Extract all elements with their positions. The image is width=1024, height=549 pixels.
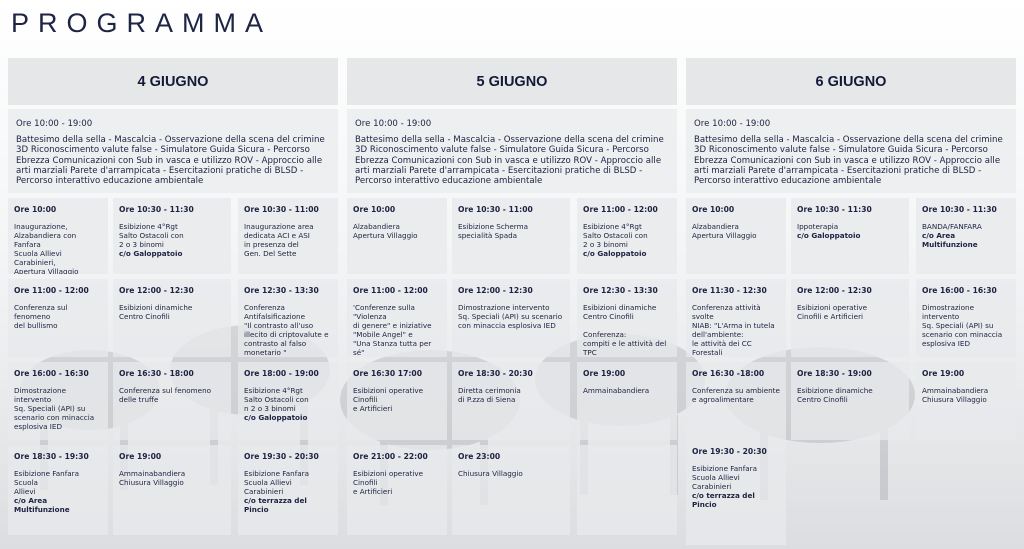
event-time: Ore 18:30 - 20:30	[458, 369, 533, 378]
event-cell	[686, 362, 786, 440]
day-header: 6 GIUGNO	[686, 58, 1016, 105]
all-day-block	[347, 109, 677, 193]
event-description: Esibizione Fanfara Scuola Allievi Carabinieri	[692, 464, 757, 491]
event-cell	[8, 445, 108, 535]
day-header: 4 GIUGNO	[8, 58, 338, 105]
event-description: Esibizioni operative Cinofili e Artificieri	[797, 303, 868, 321]
day-header: 5 GIUGNO	[347, 58, 677, 105]
all-day-activities: Battesimo della sella - Mascalcia - Osservazione della scena del crimine 3D Riconoscimento valute false - Simulatore Guida Sicura - Percorso Ebrezza Comunicazioni con Sub in vasca e utilizzo ROV - Approccio alle arti marziali Parete d'arrampicata - Esercitazioni pratiche di BLSD - Percorso interattivo educazione ambientale	[355, 135, 664, 187]
event-cell	[347, 445, 447, 535]
event-time: Ore 18:30 - 19:00	[797, 369, 872, 378]
event-time: Ore 12:00 - 12:30	[119, 286, 194, 295]
event-description: Ammainabandiera	[583, 386, 650, 395]
event-time: Ore 21:00 - 22:00	[353, 452, 428, 461]
event-description: Alzabandiera Apertura Villaggio	[353, 222, 418, 240]
event-cell	[686, 198, 786, 274]
event-cell	[113, 445, 231, 535]
event-description: Esibizione Fanfara Scuola Allievi Carabinieri	[244, 469, 309, 496]
event-time: Ore 10:30 - 11:30	[797, 205, 872, 214]
event-time: Ore 10:00	[353, 205, 396, 214]
event-cell	[347, 362, 447, 440]
event-cell	[916, 198, 1016, 274]
event-time: Ore 11:30 - 12:30	[692, 286, 767, 295]
event-time: Ore 16:00 - 16:30	[922, 286, 997, 295]
event-description: Esibizioni operative Cinofili e Artificieri	[353, 469, 424, 496]
event-location: c/o terrazza del Pincio	[244, 496, 307, 514]
event-time: Ore 11:00 - 12:00	[14, 286, 89, 295]
event-description: Inaugurazione, Alzabandiera con Fanfara Scuola Allievi Carabinieri, Apertura Villaggio	[14, 222, 79, 274]
event-description: Esibizioni dinamiche Centro Cinofili	[119, 303, 193, 321]
all-day-time: Ore 10:00 - 19:00	[694, 119, 771, 129]
event-description: Esibizione 4°Rgt Salto Ostacoli con 2 o 3 binomi	[119, 222, 184, 249]
event-cell	[577, 445, 677, 535]
event-description: Ippoterapia	[797, 222, 839, 231]
event-description: Esibizione 4°Rgt Salto Ostacoli con n 2 o 3 binomi	[244, 386, 309, 413]
event-location: c/o Area Multifunzione	[922, 231, 978, 249]
event-cell	[238, 445, 338, 535]
event-description: Esibizioni operative Cinofili e Artificieri	[353, 386, 424, 413]
event-time: Ore 11:00 - 12:00	[583, 205, 658, 214]
event-cell	[238, 362, 338, 440]
event-description: Dimostrazione intervento Sq. Speciali (API) su scenario con minaccia esplosiva IED	[14, 386, 95, 431]
event-time: Ore 16:30 -18:00	[692, 369, 765, 378]
event-time: Ore 10:30 - 11:00	[244, 205, 319, 214]
event-time: Ore 12:00 - 12:30	[797, 286, 872, 295]
event-time: Ore 10:30 - 11:30	[922, 205, 997, 214]
event-cell	[452, 362, 570, 440]
day-column-4-giugno	[8, 58, 338, 193]
event-time: Ore 10:30 - 11:00	[458, 205, 533, 214]
event-time: Ore 19:30 - 20:30	[692, 447, 767, 456]
event-time: Ore 12:00 - 12:30	[458, 286, 533, 295]
event-cell	[452, 279, 570, 357]
event-cell	[452, 198, 570, 274]
event-description: 'Conferenze sulla "Violenza di genere" e iniziative "Mobile Angel" e "Una Stanza tutta per sé"	[353, 303, 432, 357]
all-day-block	[8, 109, 338, 193]
event-cell	[791, 198, 909, 274]
event-time: Ore 10:00	[692, 205, 735, 214]
event-location: c/o Galoppatoio	[583, 249, 647, 258]
page-title: PROGRAMMA	[11, 8, 273, 38]
event-cell	[452, 445, 570, 535]
event-cell	[577, 362, 677, 440]
all-day-activities: Battesimo della sella - Mascalcia - Osservazione della scena del crimine 3D Riconoscimento valute false - Simulatore Guida Sicura - Percorso Ebrezza Comunicazioni con Sub in vasca e utilizzo ROV - Approccio alle arti marziali Parete d'arrampicata - Esercitazioni pratiche di BLSD - Percorso interattivo educazione ambientale	[694, 135, 1003, 187]
event-description: Conferenza su ambiente e agroalimentare	[692, 386, 780, 404]
event-description: Conferenza sul fenomeno delle truffe	[119, 386, 212, 404]
event-time: Ore 19:30 - 20:30	[244, 452, 319, 461]
day-column-6-giugno	[686, 58, 1016, 193]
event-cell	[113, 279, 231, 357]
event-location: c/o Galoppatoio	[797, 231, 861, 240]
day-column-5-giugno	[347, 58, 677, 193]
event-description: Conferenza sul fenomeno del bullismo	[14, 303, 68, 330]
event-description: Conferenza attività svolte NIAB: "L'Arma in tutela dell'ambiente: le attività dei CC Forestali	[692, 303, 775, 357]
event-time: Ore 19:00	[119, 452, 162, 461]
event-time: Ore 16:00 - 16:30	[14, 369, 89, 378]
event-cell	[8, 279, 108, 357]
event-cell	[347, 279, 447, 357]
event-cell	[916, 362, 1016, 440]
all-day-activities: Battesimo della sella - Mascalcia - Osservazione della scena del crimine 3D Riconoscimento valute false - Simulatore Guida Sicura - Percorso Ebrezza Comunicazioni con Sub in vasca e utilizzo ROV - Approccio alle arti marziali Parete d'arrampicata - Esercitazioni pratiche di BLSD - Percorso interattivo educazione ambientale	[16, 135, 325, 187]
event-time: Ore 10:30 - 11:30	[119, 205, 194, 214]
event-cell	[8, 362, 108, 440]
event-cell	[113, 198, 231, 274]
event-cell	[347, 198, 447, 274]
event-time: Ore 23:00	[458, 452, 501, 461]
event-time: Ore 10:00	[14, 205, 57, 214]
all-day-time: Ore 10:00 - 19:00	[16, 119, 93, 129]
all-day-block	[686, 109, 1016, 193]
event-cell	[916, 279, 1016, 357]
event-description: Alzabandiera Apertura Villaggio	[692, 222, 757, 240]
event-cell	[577, 279, 677, 357]
event-description: Esibizioni dinamiche Centro Cinofili Conferenza: compiti e le attività del TPC	[583, 303, 667, 357]
event-description: Ammainabandiera Chiusura Villaggio	[119, 469, 186, 487]
event-description: Ammainabandiera Chiusura Villaggio	[922, 386, 989, 404]
event-cell	[791, 279, 909, 357]
event-time: Ore 18:30 - 19:30	[14, 452, 89, 461]
event-cell	[686, 279, 786, 357]
event-description: Diretta cerimonia di P.zza di Siena	[458, 386, 521, 404]
event-description: Dimostrazione intervento Sq. Speciali (API) su scenario con minaccia esplosiva IED	[458, 303, 563, 330]
event-cell	[238, 198, 338, 274]
event-cell	[791, 362, 909, 440]
event-description: Esibizione dinamiche Centro Cinofili	[797, 386, 873, 404]
event-description: Inaugurazione area dedicata ACI e ASI in presenza del Gen. Del Sette	[244, 222, 314, 258]
event-cell	[8, 198, 108, 274]
event-description: Conferenza Antifalsificazione "Il contrasto all'uso illecito di criptovalute e contrasto al falso monetario "	[244, 303, 329, 357]
event-cell	[113, 362, 231, 440]
event-cell	[577, 198, 677, 274]
event-time: Ore 18:00 - 19:00	[244, 369, 319, 378]
all-day-time: Ore 10:00 - 19:00	[355, 119, 432, 129]
event-location: c/o Galoppatoio	[119, 249, 183, 258]
event-time: Ore 11:00 - 12:00	[353, 286, 428, 295]
event-description: Chiusura Villaggio	[458, 469, 523, 478]
event-time: Ore 12:30 - 13:30	[244, 286, 319, 295]
event-cell	[686, 440, 786, 545]
event-description: Esibizione Fanfara Scuola Allievi	[14, 469, 79, 496]
event-time: Ore 16:30 17:00	[353, 369, 422, 378]
event-description: Esibizione Scherma specialità Spada	[458, 222, 528, 240]
event-cell	[238, 279, 338, 357]
event-description: Esibizione 4°Rgt Salto Ostacoli con 2 o 3 binomi	[583, 222, 648, 249]
event-description: Dimostrazione intervento Sq. Speciali (API) su scenario con minaccia esplosiva IED	[922, 303, 1003, 348]
event-time: Ore 19:00	[583, 369, 626, 378]
event-time: Ore 12:30 - 13:30	[583, 286, 658, 295]
event-location: c/o terrazza del Pincio	[692, 491, 755, 509]
event-location: c/o Galoppatoio	[244, 413, 308, 422]
event-time: Ore 16:30 - 18:00	[119, 369, 194, 378]
event-time: Ore 19:00	[922, 369, 965, 378]
event-location: c/o Area Multifunzione	[14, 496, 70, 514]
event-description: BANDA/FANFARA	[922, 222, 982, 231]
